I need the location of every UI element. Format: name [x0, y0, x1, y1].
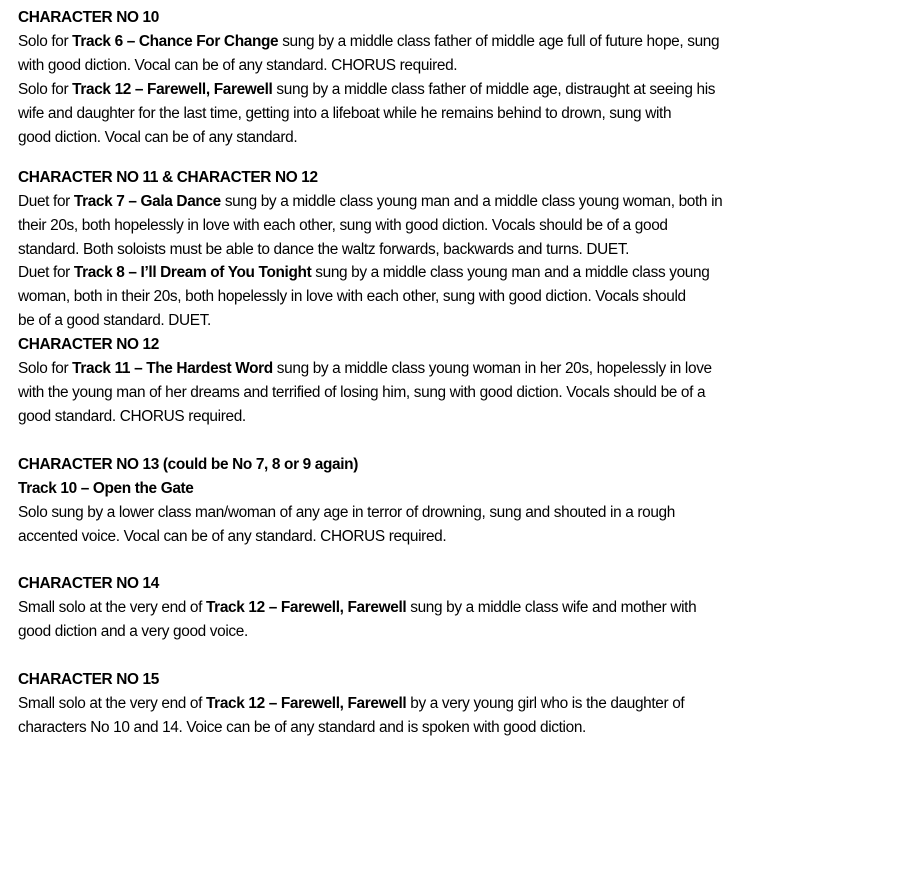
section-heading: CHARACTER NO 14: [18, 575, 159, 592]
track-title: Track 12 – Farewell, Farewell: [205, 695, 407, 712]
paragraph-line: [18, 359, 712, 379]
text: sung by a middle class young man and a middle class young woman, both in: [220, 193, 723, 210]
paragraph-line: with good diction. Vocal can be of any standard. CHORUS required.: [18, 57, 458, 74]
paragraph-line: good diction. Vocal can be of any standard.: [18, 129, 298, 146]
track-title: Track 12 – Farewell, Farewell: [72, 81, 273, 98]
paragraph-line: [18, 192, 722, 212]
paragraph-line: accented voice. Vocal can be of any standard. CHORUS required.: [18, 528, 447, 545]
paragraph-line: good standard. CHORUS required.: [18, 408, 246, 425]
text: Solo for: [18, 81, 73, 98]
section-heading: CHARACTER NO 13 (could be No 7, 8 or 9 again): [18, 456, 358, 473]
paragraph-line: with the young man of her dreams and terrified of losing him, sung with good diction. Vocals should be of a: [18, 384, 706, 401]
paragraph-line: [18, 263, 709, 283]
section-heading: CHARACTER NO 11 & CHARACTER NO 12: [18, 169, 318, 186]
text: Small solo at the very end of: [18, 599, 206, 616]
paragraph-line: characters No 10 and 14. Voice can be of any standard and is spoken with good diction.: [18, 719, 586, 736]
paragraph-line: be of a good standard. DUET.: [18, 312, 211, 329]
text: sung by a middle class young man and a middle class young: [311, 264, 710, 281]
text: sung by a middle class father of middle age, distraught at seeing his: [272, 81, 716, 98]
paragraph-line: [18, 694, 684, 714]
text: by a very young girl who is the daughter of: [406, 695, 685, 712]
paragraph-line: [18, 80, 715, 100]
track-title: Track 12 – Farewell, Farewell: [205, 599, 407, 616]
text: sung by a middle class young woman in her 20s, hopelessly in love: [272, 360, 712, 377]
paragraph-line: wife and daughter for the last time, getting into a lifeboat while he remains behind to drown, sung with: [18, 105, 672, 122]
track-title: Track 7 – Gala Dance: [73, 193, 221, 210]
paragraph-line: woman, both in their 20s, both hopelessly in love with each other, sung with good diction. Vocals should: [18, 288, 686, 305]
paragraph-line: Solo sung by a lower class man/woman of any age in terror of drowning, sung and shouted in a rough: [18, 504, 675, 521]
track-title: Track 6 – Chance For Change: [72, 33, 279, 50]
section-heading: CHARACTER NO 10: [18, 9, 159, 26]
section-heading: CHARACTER NO 12: [18, 336, 159, 353]
document-page: [18, 0, 888, 881]
track-title: Track 10 – Open the Gate: [18, 480, 194, 497]
paragraph-line: [18, 32, 719, 52]
text: Duet for: [18, 264, 74, 281]
text: Duet for: [18, 193, 74, 210]
text: Solo for: [18, 360, 73, 377]
text: sung by a middle class wife and mother with: [406, 599, 697, 616]
paragraph-line: their 20s, both hopelessly in love with each other, sung with good diction. Vocals should be of a good: [18, 217, 668, 234]
section-heading: CHARACTER NO 15: [18, 671, 159, 688]
paragraph-line: [18, 598, 696, 618]
text: Solo for: [18, 33, 73, 50]
paragraph-line: standard. Both soloists must be able to dance the waltz forwards, backwards and turns. DUET.: [18, 241, 630, 258]
track-title: Track 11 – The Hardest Word: [72, 360, 273, 377]
paragraph-line: good diction and a very good voice.: [18, 623, 248, 640]
text: Small solo at the very end of: [18, 695, 206, 712]
text: sung by a middle class father of middle age full of future hope, sung: [278, 33, 720, 50]
track-title: Track 8 – I’ll Dream of You Tonight: [73, 264, 312, 281]
